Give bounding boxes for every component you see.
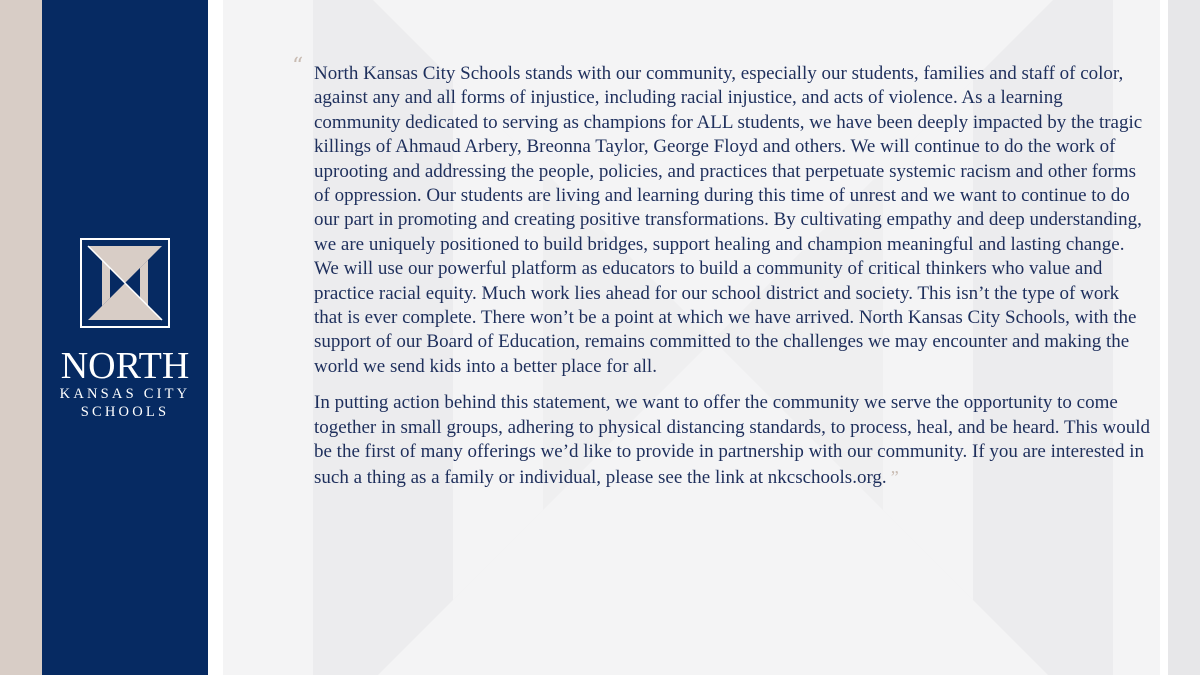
brand-panel	[42, 0, 208, 675]
statement-paragraph-2-text: In putting action behind this statement, we want to offer the community we serve the opportunity to come together in small groups, adhering to physical distancing standards, to process, heal, and be heard. This would be the first of many offerings we’d like to provide in partnership with our community. If you are interested in such a thing as a family or individual, please see the link at nkcschools.org.	[314, 392, 1150, 488]
left-tan-stripe	[0, 0, 42, 675]
nkc-logo-icon	[80, 238, 170, 328]
statement-paragraph-2	[314, 391, 1150, 490]
panel-gap	[208, 0, 223, 675]
close-quote-icon: ”	[890, 466, 899, 487]
statement-body	[314, 62, 1150, 490]
statement-paragraph-1: North Kansas City Schools stands with our community, especially our students, families and staff of color, against any and all forms of injustice, including racial injustice, and acts of violence. As a learning community dedicated to serving as champions for ALL students, we have been deeply impacted by the tragic killings of Ahmaud Arbery, Breonna Taylor, George Floyd and others. We will continue to do the work of uprooting and addressing the people, policies, and practices that perpetuate systemic racism and other forms of oppression. Our students are living and learning during this time of unrest and we want to continue to do our part in promoting and creating positive transformations. By cultivating empathy and deep understanding, we are uniquely positioned to build bridges, support healing and champion meaningful and lasting change. We will use our powerful platform as educators to build a community of critical thinkers who value and practice racial equity. Much work lies ahead for our school district and society. This isn’t the type of work that is ever complete. There won’t be a point at which we have arrived. North Kansas City Schools, with the support of our Board of Education, remains committed to the challenges we may encounter and making the world we send kids into a better place for all.	[314, 63, 1143, 377]
brand-name-north: NORTH	[60, 345, 190, 387]
right-gray-stripe	[1168, 0, 1200, 675]
brand-name-schools: SCHOOLS	[80, 404, 170, 420]
brand-name-kansas-city: KANSAS CITY	[59, 386, 191, 402]
open-quote-icon: “	[292, 54, 304, 79]
right-gap	[1160, 0, 1168, 675]
